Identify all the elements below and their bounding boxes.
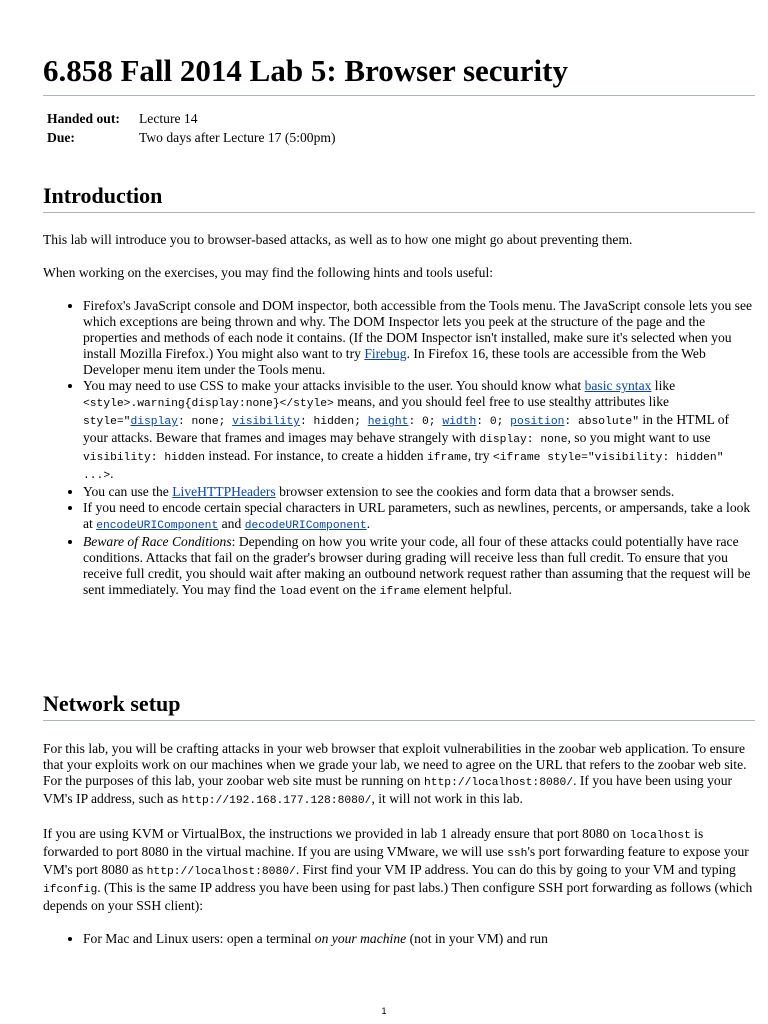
hints-list bbox=[43, 298, 755, 600]
paragraph-text: . If you have been using your VM's IP address, such as bbox=[43, 773, 733, 806]
page-number: 1 bbox=[381, 1006, 387, 1016]
code-snippet: visibility: hidden bbox=[83, 452, 206, 464]
network-paragraph-2 bbox=[43, 826, 755, 914]
hint-text: . bbox=[110, 466, 114, 481]
code-snippet: : absolute" bbox=[564, 416, 639, 428]
network-setup-heading: Network setup bbox=[43, 691, 181, 716]
network-paragraph-1 bbox=[43, 741, 755, 809]
handed-out-label: Handed out: bbox=[47, 111, 120, 126]
hint-text: element helpful. bbox=[420, 582, 512, 597]
lab-meta-table bbox=[43, 111, 335, 149]
hint-text: : Depending on how you write your code, all four of these attacks could potentially have race conditions. Attacks that fail on the grader's browser during grading will receive less than full credit. To ensure that you receive full credit, you should wait after making an outbound network request rather than assuming that the request will be sent immediately. You may find the bbox=[83, 534, 751, 597]
hint-text: instead. For instance, to create a hidden bbox=[205, 448, 427, 463]
code-snippet: load bbox=[279, 586, 307, 598]
livehttpheaders-link[interactable]: LiveHTTPHeaders bbox=[172, 484, 276, 499]
hint-text: in the HTML of your attacks. Beware that frames and images may behave strangely with bbox=[83, 412, 730, 445]
code-snippet: : 0; bbox=[476, 416, 511, 428]
list-item bbox=[83, 378, 755, 484]
on-your-machine-emphasis: on your machine bbox=[314, 931, 407, 946]
due-value: Two days after Lecture 17 (5:00pm) bbox=[139, 130, 336, 145]
code-snippet: <iframe style="visibility: hidden" ...> bbox=[83, 452, 724, 482]
code-snippet: http://localhost:8080/ bbox=[146, 866, 296, 878]
visibility-link[interactable]: visibility bbox=[232, 416, 300, 428]
code-snippet: localhost bbox=[629, 830, 691, 842]
list-item bbox=[83, 484, 755, 500]
height-link[interactable]: height bbox=[367, 416, 409, 428]
hint-text: browser extension to see the cookies and form data that a browser sends. bbox=[275, 484, 675, 499]
width-link[interactable]: width bbox=[442, 416, 477, 428]
firebug-link[interactable]: Firebug bbox=[364, 346, 407, 361]
code-snippet: display: none bbox=[479, 434, 568, 446]
paragraph-text: 's port forwarding feature to expose your VM's port 8080 as bbox=[43, 844, 749, 877]
hint-text: event on the bbox=[306, 582, 380, 597]
paragraph-text: If you are using KVM or VirtualBox, the instructions we provided in lab 1 already ensure that port 8080 on bbox=[43, 826, 630, 841]
introduction-section bbox=[43, 232, 755, 600]
list-item bbox=[83, 298, 755, 378]
race-conditions-emphasis: Beware of Race Conditions bbox=[83, 534, 232, 549]
due-label: Due: bbox=[47, 130, 75, 145]
hint-text: Firefox's JavaScript console and DOM inspector, both accessible from the Tools menu. The JavaScript console lets you see which exceptions are being thrown and why. The DOM Inspector lets you peek at the structure of the page and the properties and methods of each node it contains. (If the DOM Inspector isn't installed, make sure it's selected when you install Mozilla Firefox.) You might also want to try bbox=[83, 298, 753, 361]
hint-text: and bbox=[218, 516, 245, 531]
hint-text: like bbox=[651, 378, 676, 393]
introduction-rule bbox=[43, 212, 755, 213]
code-snippet: : 0; bbox=[408, 416, 443, 428]
code-snippet: : hidden; bbox=[299, 416, 368, 428]
list-item bbox=[83, 931, 755, 947]
code-snippet: iframe bbox=[427, 452, 468, 464]
hint-text: If you need to encode certain special characters in URL parameters, such as newlines, percents, or ampersands, take a look at bbox=[83, 500, 751, 531]
hint-text: You can use the bbox=[83, 484, 173, 499]
intro-paragraph-1: This lab will introduce you to browser-based attacks, as well as to how one might go about preventing them. bbox=[43, 232, 633, 247]
basic-syntax-link[interactable]: basic syntax bbox=[584, 378, 652, 393]
paragraph-text: . First find your VM IP address. You can do this by going to your VM and typing bbox=[295, 862, 736, 877]
page-title: 6.858 Fall 2014 Lab 5: Browser security bbox=[43, 53, 568, 88]
list-item bbox=[83, 534, 755, 600]
network-setup-section bbox=[43, 741, 755, 947]
hint-text: , so you might want to use bbox=[567, 430, 711, 445]
paragraph-text: For this lab, you will be crafting attacks in your web browser that exploit vulnerabilities in the zoobar web application. To ensure that your exploits work on our machines when we grade your lab, we need to agree on the URL that refers to the zoobar web site. For the purposes of this lab, your zoobar web site must be running on bbox=[43, 741, 747, 788]
code-snippet: http://localhost:8080/ bbox=[423, 777, 574, 789]
code-snippet: : none; bbox=[177, 416, 233, 428]
hint-text: means, and you should feel free to use stealthy attributes like bbox=[333, 394, 670, 409]
intro-paragraph-2: When working on the exercises, you may find the following hints and tools useful: bbox=[43, 265, 494, 280]
instruction-text: (not in your VM) and run bbox=[406, 931, 548, 946]
code-snippet: ifconfig bbox=[43, 884, 98, 896]
code-snippet: iframe bbox=[379, 586, 421, 598]
hint-text: . In Firefox 16, these tools are accessible from the Web Developer menu item under the Tools menu. bbox=[83, 346, 706, 377]
paragraph-text: is forwarded to port 8080 in the virtual machine. If you are using VMware, we will use bbox=[43, 826, 704, 859]
code-snippet: <style>.warning{display:none}</style> bbox=[83, 398, 334, 410]
code-snippet: ssh bbox=[507, 848, 528, 860]
decodeuricomponent-link[interactable]: decodeURIComponent bbox=[244, 520, 367, 532]
display-link[interactable]: display bbox=[130, 416, 178, 428]
introduction-heading: Introduction bbox=[43, 183, 163, 208]
paragraph-text: . (This is the same IP address you have been using for past labs.) Then configure SSH port forwarding as follows (which depends on your SSH client): bbox=[43, 880, 753, 913]
network-setup-rule bbox=[43, 720, 755, 721]
hint-text: . bbox=[366, 516, 371, 531]
list-item bbox=[83, 500, 755, 534]
hint-text: You may need to use CSS to make your attacks invisible to the user. You should know what bbox=[83, 378, 585, 393]
instruction-text: For Mac and Linux users: open a terminal bbox=[83, 931, 315, 946]
encodeuricomponent-link[interactable]: encodeURIComponent bbox=[96, 520, 219, 532]
code-snippet: http://192.168.177.128:8080/ bbox=[181, 795, 372, 807]
hint-text: , try bbox=[467, 448, 493, 463]
handed-out-value: Lecture 14 bbox=[139, 111, 198, 126]
title-rule bbox=[43, 95, 755, 96]
code-snippet: style=" bbox=[83, 416, 131, 428]
position-link[interactable]: position bbox=[510, 416, 565, 428]
ssh-instructions-list bbox=[43, 931, 755, 947]
paragraph-text: , it will not work in this lab. bbox=[371, 791, 523, 806]
